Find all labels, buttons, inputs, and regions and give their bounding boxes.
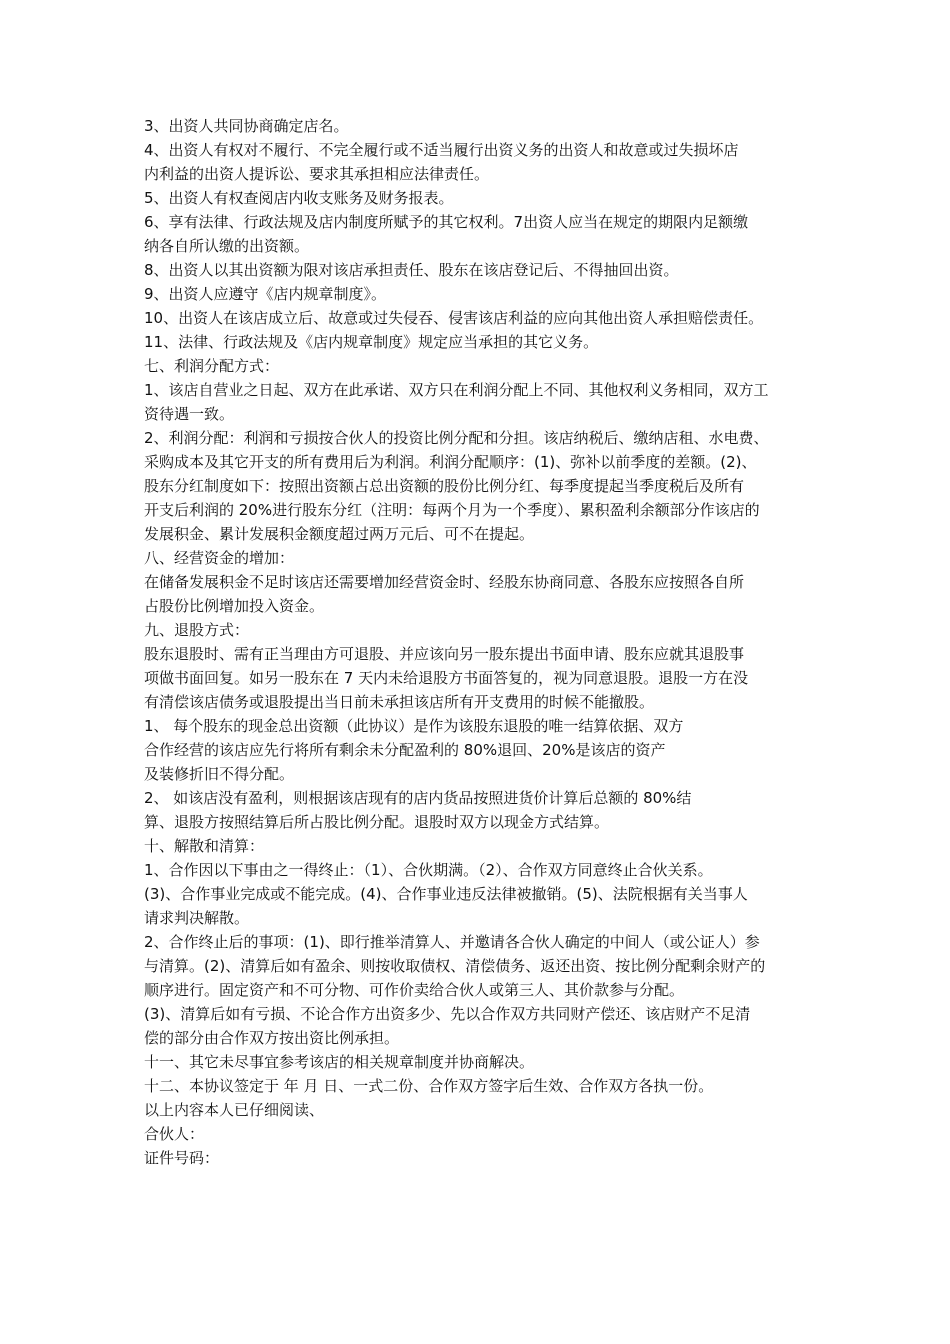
text-line: 有清偿该店债务或退股提出当日前未承担该店所有开支费用的时候不能撤股。 [144,693,655,711]
text-line: 发展积金、累计发展积金额度超过两万元后、可不在提起。 [144,525,535,543]
text-line: 2、利润分配：利润和亏损按合伙人的投资比例分配和分担。该店纳税后、缴纳店租、水电费、 [144,429,769,447]
text-line: 偿的部分由合作双方按出资比例承担。 [144,1029,400,1047]
text-line: 合作经营的该店应先行将所有剩余未分配盈利的 80%退回、20%是该店的资产 [144,741,666,759]
text-line: 1、该店自营业之日起、双方在此承诺、双方只在利润分配上不同、其他权利义务相同，双方工 [144,381,769,399]
id-number-label: 证件号码： [144,1149,220,1167]
text-line: 与清算。(2)、清算后如有盈余、则按收取债权、清偿债务、返还出资、按比例分配剩余财产的 [144,957,766,975]
text-line: 内利益的出资人提诉讼、要求其承担相应法律责任。 [144,165,490,183]
section-heading: 十、解散和清算： [144,837,265,855]
document-body [144,114,814,1170]
text-line: 开支后利润的 20%进行股东分红（注明：每两个月为一个季度）、累积盈利余额部分作该店的 [144,501,760,519]
text-line: 11、法律、行政法规及《店内规章制度》规定应当承担的其它义务。 [144,333,599,351]
text-line: 顺序进行。固定资产和不可分物、可作价卖给合伙人或第三人、其价款参与分配。 [144,981,685,999]
text-line: 4、出资人有权对不履行、不完全履行或不适当履行出资义务的出资人和故意或过失损坏店 [144,141,739,159]
text-line: 纳各自所认缴的出资额。 [144,237,310,255]
text-line: 10、出资人在该店成立后、故意或过失侵吞、侵害该店利益的应向其他出资人承担赔偿责任。 [144,309,764,327]
text-line: 在储备发展积金不足时该店还需要增加经营资金时、经股东协商同意、各股东应按照各自所 [144,573,745,591]
text-line: 项做书面回复。如另一股东在 7 天内未给退股方书面答复的，视为同意退股。退股一方在没 [144,669,749,687]
text-line: 5、出资人有权查阅店内收支账务及财务报表。 [144,189,454,207]
text-line: 十一、其它未尽事宜参考该店的相关规章制度并协商解决。 [144,1053,535,1071]
text-line: 8、出资人以其出资额为限对该店承担责任、股东在该店登记后、不得抽回出资。 [144,261,679,279]
text-line: 股东退股时、需有正当理由方可退股、并应该向另一股东提出书面申请、股东应就其退股事 [144,645,745,663]
section-heading: 七、利润分配方式： [144,357,280,375]
text-line: 及装修折旧不得分配。 [144,765,295,783]
text-line: 资待遇一致。 [144,405,235,423]
text-line: 算、退股方按照结算后所占股比例分配。退股时双方以现金方式结算。 [144,813,610,831]
text-line: 6、享有法律、行政法规及店内制度所赋予的其它权利。7出资人应当在规定的期限内足额缴 [144,213,749,231]
section-heading: 九、退股方式： [144,621,250,639]
text-line: 占股份比例增加投入资金。 [144,597,325,615]
text-line: 十二、本协议签定于 年 月 日、一式二份、合作双方签字后生效、合作双方各执一份。 [144,1077,714,1095]
text-line: 股东分红制度如下：按照出资额占总出资额的股份比例分红、每季度提起当季度税后及所有 [144,477,745,495]
text-line: 1、 每个股东的现金总出资额（此协议）是作为该股东退股的唯一结算依据、双方 [144,717,684,735]
text-line: 以上内容本人已仔细阅读、 [144,1101,325,1119]
section-heading: 八、经营资金的增加： [144,549,295,567]
text-line: 2、合作终止后的事项：(1)、即行推举清算人、并邀请各合伙人确定的中间人（或公证人）参 [144,933,760,951]
text-line: 3、出资人共同协商确定店名。 [144,117,349,135]
text-line: 采购成本及其它开支的所有费用后为利润。利润分配顺序：(1)、弥补以前季度的差额。(2)、 [144,453,757,471]
text-line: 1、合作因以下事由之一得终止：（1）、合伙期满。（2）、合作双方同意终止合伙关系。 [144,861,713,879]
text-line: 2、 如该店没有盈利，则根据该店现有的店内货品按照进货价计算后总额的 80%结 [144,789,692,807]
text-line: 9、出资人应遵守《店内规章制度》。 [144,285,387,303]
text-line: (3)、清算后如有亏损、不论合作方出资多少、先以合作双方共同财产偿还、该店财产不足清 [144,1005,751,1023]
partner-label: 合伙人： [144,1125,205,1143]
text-line: (3)、合作事业完成或不能完成。(4)、合作事业违反法律被撤销。(5)、法院根据有关当事人 [144,885,748,903]
text-line: 请求判决解散。 [144,909,250,927]
